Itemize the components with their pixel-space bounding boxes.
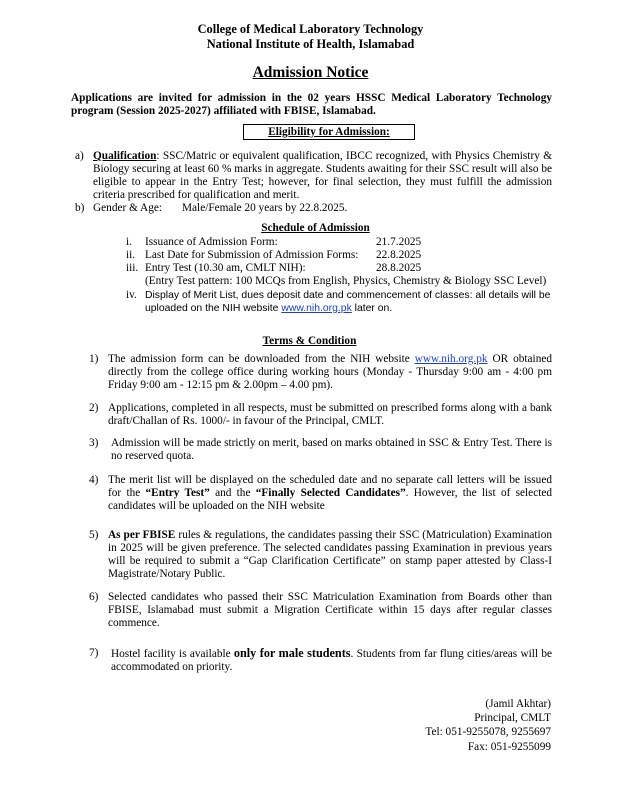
term-7-number: 7): [89, 647, 99, 659]
schedule-i-date: 21.7.2025: [376, 236, 422, 248]
qualification-label: Qualification: [93, 150, 157, 162]
schedule-iii-marker: iii.: [126, 262, 139, 274]
term-7-post: . Students from far flung cities/areas will be accommodated on priority.: [111, 648, 552, 673]
term-4-entry-test: “Entry Test”: [145, 487, 210, 499]
term-3-text: Admission will be made strictly on merit, based on marks obtained in SSC & Entry Test. There is no reserved quota.: [111, 437, 552, 462]
eligibility-a-marker: a): [75, 150, 84, 162]
college-name: College of Medical Laboratory Technology: [197, 22, 424, 36]
gender-age-text: Male/Female 20 years by 22.8.2025.: [182, 202, 348, 214]
schedule-i-marker: i.: [126, 236, 132, 248]
entry-test-pattern-text: : 100 MCQs from English, Physics, Chemistry & Biology SSC Level): [229, 275, 547, 287]
term-4-mid: and the: [209, 487, 256, 499]
term-6-number: 6): [89, 591, 99, 603]
gender-age-label: Gender & Age:: [93, 202, 163, 214]
term-5-fbise: As per FBISE: [108, 529, 176, 541]
term-4-selected-candidates: “Finally Selected Candidates”: [255, 487, 406, 499]
term-4-pre: The merit list will be displayed on the scheduled date and no separate call letters will be issued for the: [108, 474, 552, 499]
signatory-designation: Principal, CMLT: [474, 712, 551, 724]
eligibility-b-marker: b): [75, 202, 85, 214]
schedule-iii-label: Entry Test (10.30 am, CMLT NIH):: [145, 262, 306, 274]
term-1-website-link[interactable]: www.nih.org.pk: [414, 353, 488, 365]
term-1-post: OR obtained directly from the college office during working hours (Monday - Thursday 9:00 am - 4:00 pm Friday 9:00 am - 12:15 pm & 2.00pm – 4.00 pm).: [108, 353, 552, 391]
term-7-pre: Hostel facility is available: [111, 648, 234, 660]
entry-test-pattern: [145, 275, 546, 288]
schedule-iv-marker: iv.: [126, 289, 137, 301]
term-4-number: 4): [89, 474, 99, 486]
schedule-ii-label: Last Date for Submission of Admission Forms:: [145, 249, 359, 261]
institute-name: National Institute of Health, Islamabad: [206, 37, 415, 51]
page-title: Admission Notice: [252, 64, 369, 81]
intro-paragraph: Applications are invited for admission in the 02 years HSSC Medical Laboratory Technology program (Session 2025-2027) affiliated with FBISE, Islamabad.: [71, 92, 552, 117]
term-2-number: 2): [89, 402, 99, 414]
term-1-text: [108, 353, 552, 392]
schedule-ii-date: 22.8.2025: [376, 249, 422, 261]
term-7-male-students: only for male students: [233, 646, 351, 660]
entry-test-pattern-label: (Entry Test pattern: [145, 275, 230, 287]
contact-telephone: Tel: 051-9255078, 9255697: [425, 726, 551, 738]
schedule-iv-line2: [145, 302, 392, 315]
eligibility-heading: Eligibility for Admission:: [268, 126, 390, 138]
schedule-iv-line2-post: later on.: [351, 303, 393, 314]
terms-heading: Terms & Condition: [262, 335, 357, 347]
qualification-text: : SSC/Matric or equivalent qualification, IBCC recognized, with Physics Chemistry & Biology securing at least 60 % marks in aggregate. Students awaiting for their SSC result will also be eligible to appear in the Entry Test; however, for final selection, they must fulfill the admission criteria prescribed for qualification and merit.: [93, 150, 552, 201]
term-5-text: [108, 529, 552, 581]
schedule-ii-marker: ii.: [126, 249, 136, 261]
term-6-text: Selected candidates who passed their SSC Matriculation Examination from Boards other than FBISE, Islamabad must submit a Migration Certificate within 15 days after regular classes commence.: [108, 591, 552, 629]
contact-fax: Fax: 051-9255099: [467, 741, 551, 753]
term-7-text: [111, 647, 552, 674]
term-5-number: 5): [89, 529, 99, 541]
eligibility-heading-box: [243, 124, 415, 140]
term-4-post: . However, the list of selected candidates will be uploaded on the NIH website: [108, 487, 553, 512]
term-1-pre: The admission form can be downloaded from the NIH website: [108, 353, 415, 365]
schedule-iv-line2-pre: uploaded on the NIH website: [145, 303, 282, 314]
schedule-iv-line1: Display of Merit List, dues deposit date and commencement of classes: all details will be: [145, 290, 551, 301]
term-4-text: [108, 474, 552, 513]
schedule-heading: Schedule of Admission: [261, 222, 370, 234]
nih-website-link[interactable]: www.nih.org.pk: [281, 303, 352, 314]
term-2-text: Applications, completed in all respects, must be submitted on prescribed forms along with a bank draft/Challan of Rs. 1000/- in favour of the Principal, CMLT.: [108, 402, 552, 427]
eligibility-qualification: [93, 150, 552, 202]
term-3-number: 3): [89, 437, 99, 449]
schedule-iii-date: 28.8.2025: [376, 262, 422, 274]
term-5-body: rules & regulations, the candidates passing their SSC (Matriculation) Examination in 2025 will be given preference. The selected candidates passing Examination in previous years will be required to submit a “Gap Clarification Certificate” on stamp paper attested by Class-I Magistrate/Notary Public.: [108, 529, 552, 580]
term-1-number: 1): [89, 353, 99, 365]
signatory-name: (Jamil Akhtar): [485, 698, 551, 710]
schedule-i-label: Issuance of Admission Form:: [145, 236, 278, 248]
